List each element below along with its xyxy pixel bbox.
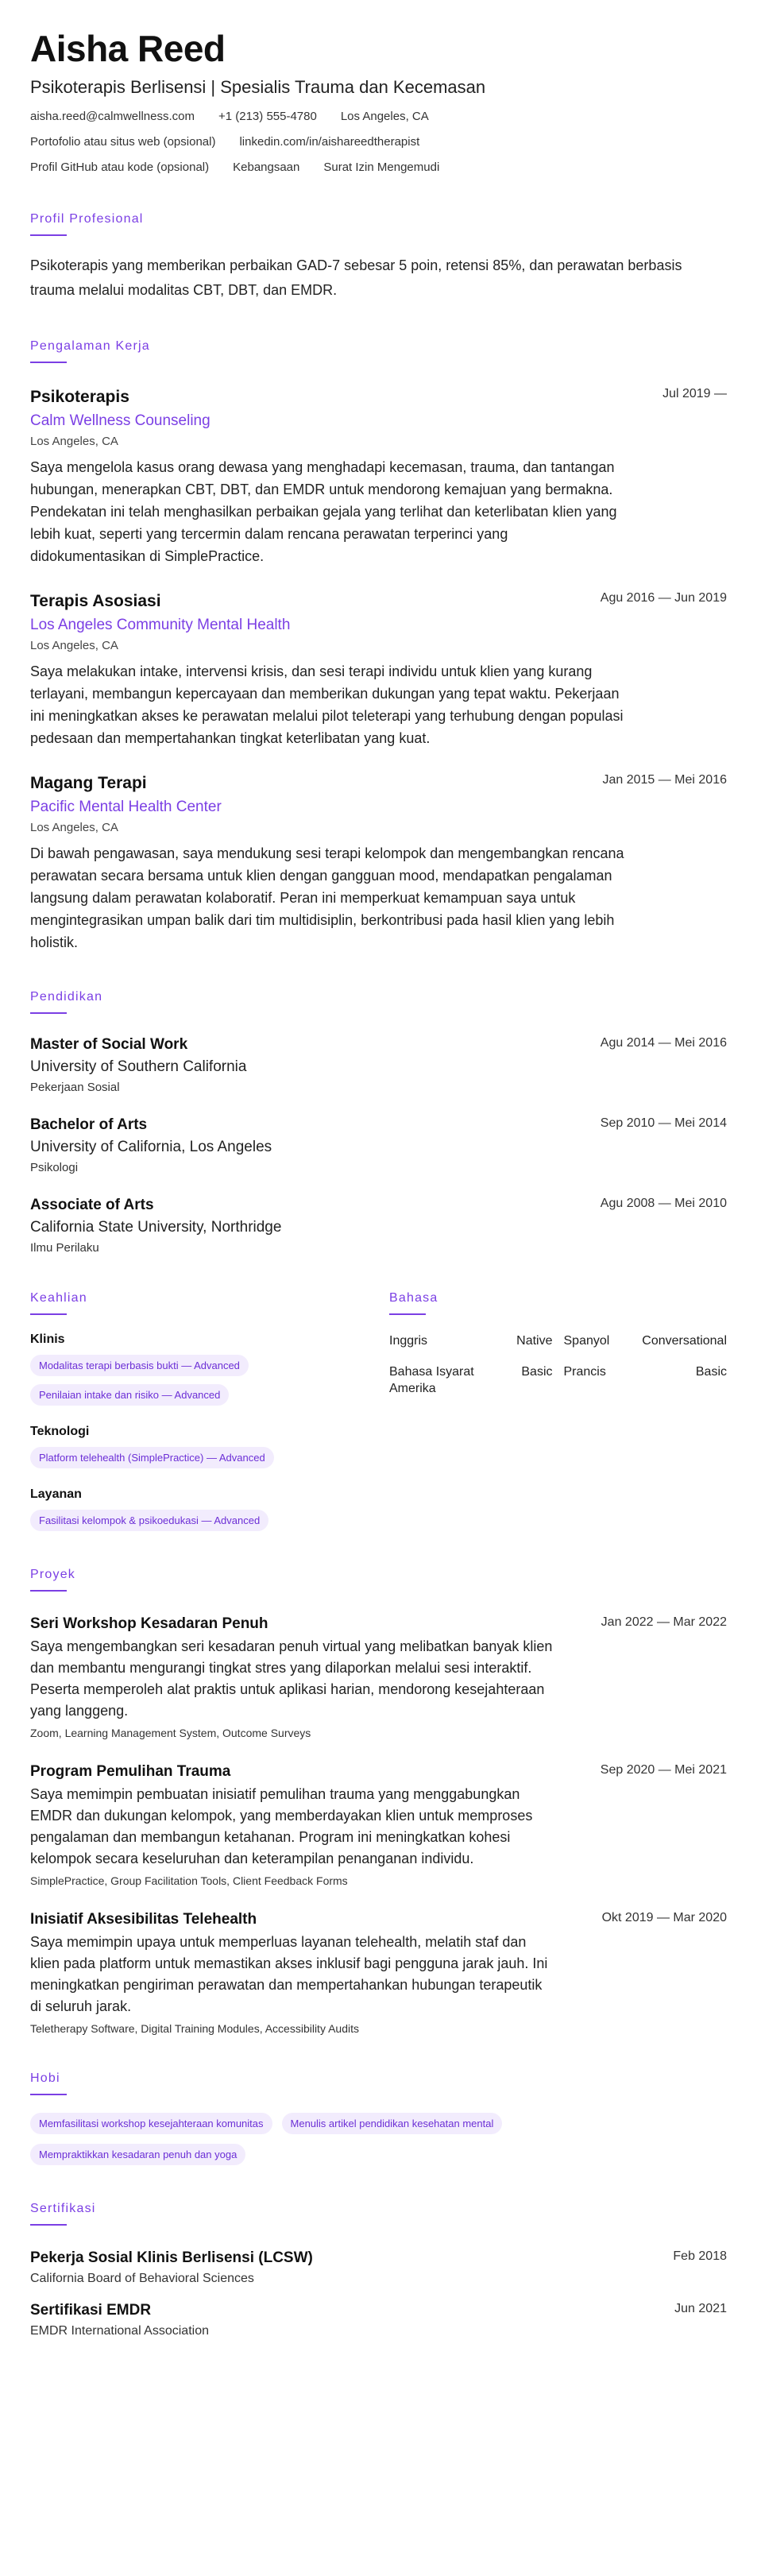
certification-entry: [30, 2249, 727, 2286]
email-link[interactable]: aisha.reed@calmwellness.com: [30, 109, 195, 123]
language-list: [389, 1332, 727, 1397]
language-level: Basic: [695, 1364, 727, 1379]
certification-issuer: California Board of Behavioral Sciences: [30, 2271, 254, 2285]
school: California State University, Northridge: [30, 1218, 282, 1236]
job-title: Magang Terapi: [30, 773, 147, 792]
headline: Psikoterapis Berlisensi | Spesialis Trauma dan Kecemasan: [30, 76, 486, 97]
project-title: Seri Workshop Kesadaran Penuh: [30, 1615, 268, 1632]
phone-text: +1 (213) 555-4780: [218, 109, 317, 123]
skill-tag: Fasilitasi kelompok & psikoedukasi — Advanced: [30, 1510, 268, 1531]
skill-tags: [30, 1510, 389, 1531]
summary-section: [30, 212, 727, 303]
education-date: Agu 2008 — Mei 2010: [600, 1196, 727, 1210]
project-title: Inisiatif Aksesibilitas Telehealth: [30, 1910, 257, 1928]
license-text: Surat Izin Mengemudi: [323, 160, 440, 174]
job-company: Calm Wellness Counseling: [30, 412, 210, 429]
certification-entry: [30, 2302, 727, 2338]
location-text: Los Angeles, CA: [340, 109, 429, 123]
project-entry: [30, 1763, 727, 1887]
education-date: Agu 2014 — Mei 2016: [600, 1035, 727, 1050]
section-divider: [389, 1313, 426, 1315]
job-date: Agu 2016 — Jun 2019: [600, 590, 727, 605]
hobby-tag: Memfasilitasi workshop kesejahteraan komunitas: [30, 2113, 272, 2134]
hobby-tag: Menulis artikel pendidikan kesehatan mental: [282, 2113, 503, 2134]
linkedin-link[interactable]: linkedin.com/in/aishareedtherapist: [239, 134, 420, 149]
language-name: Spanyol: [563, 1333, 610, 1348]
language-item: [389, 1363, 553, 1397]
language-level: Basic: [521, 1364, 553, 1379]
summary-text: Psikoterapis yang memberikan perbaikan GAD-7 sebesar 5 poin, retensi 85%, dan perawatan berbasis trauma melalui modalitas CBT, DBT, dan EMDR.: [30, 257, 682, 298]
project-title: Program Pemulihan Trauma: [30, 1762, 231, 1780]
certification-date: Feb 2018: [673, 2249, 727, 2263]
language-level: Conversational: [642, 1333, 727, 1348]
section-title: Keahlian: [30, 1290, 87, 1305]
skill-category: Klinis: [30, 1332, 65, 1346]
project-date: Okt 2019 — Mar 2020: [601, 1910, 727, 1924]
nationality-text: Kebangsaan: [233, 160, 300, 174]
certification-name: Pekerja Sosial Klinis Berlisensi (LCSW): [30, 2249, 313, 2266]
contact-row-primary: [30, 109, 727, 125]
school: University of Southern California: [30, 1058, 247, 1075]
project-date: Jan 2022 — Mar 2022: [601, 1615, 727, 1629]
skills-languages-row: [30, 1291, 727, 1531]
github-link[interactable]: Profil GitHub atau kode (opsional): [30, 160, 210, 174]
section-divider: [30, 1012, 67, 1014]
contact-row-extra: [30, 160, 727, 176]
project-tools: Teletherapy Software, Digital Training Modules, Accessibility Audits: [30, 2021, 359, 2035]
projects-section: [30, 1568, 727, 2035]
section-divider: [30, 2094, 67, 2095]
project-entry: [30, 1911, 727, 2035]
certification-issuer: EMDR International Association: [30, 2323, 209, 2338]
field-of-study: Ilmu Perilaku: [30, 1240, 99, 1255]
portfolio-link[interactable]: Portofolio atau situs web (opsional): [30, 134, 216, 149]
language-level: Native: [516, 1333, 553, 1348]
education-section: [30, 990, 727, 1255]
skill-tag: Penilaian intake dan risiko — Advanced: [30, 1384, 229, 1406]
degree: Bachelor of Arts: [30, 1116, 148, 1133]
hobbies-section: [30, 2071, 727, 2165]
project-description: Saya memimpin upaya untuk memperluas layanan telehealth, melatih staf dan klien pada platform untuk memastikan akses inklusif bagi pengguna jarak jauh. Ini meningkatkan pengiriman perawatan dan mempertahankan hubungan terapeutik di seluruh jarak.: [30, 1933, 548, 2014]
section-divider: [30, 362, 67, 363]
job-title: Terapis Asosiasi: [30, 591, 161, 610]
project-description: Saya mengembangkan seri kesadaran penuh virtual yang melibatkan banyak klien dan membantu mengurangi tingkat stres yang dilaporkan melalui sesi interaktif. Peserta memperoleh alat praktis untuk aplikasi harian, mendorong kesejahteraan yang langgeng.: [30, 1638, 553, 1719]
section-title: Pendidikan: [30, 989, 103, 1004]
skill-category: Layanan: [30, 1487, 82, 1501]
degree: Master of Social Work: [30, 1035, 188, 1053]
hobby-tag: Mempraktikkan kesadaran penuh dan yoga: [30, 2144, 245, 2165]
skill-tags: [30, 1355, 389, 1406]
section-title: Proyek: [30, 1567, 75, 1581]
job-date: Jul 2019 —: [662, 386, 727, 400]
job-location: Los Angeles, CA: [30, 638, 118, 652]
job-description: Saya mengelola kasus orang dewasa yang menghadapi kecemasan, trauma, dan tantangan hubungan, menerapkan CBT, DBT, dan EMDR untuk mendorong kemajuan yang bermakna. Pendekatan ini telah menghasilkan perbaikan gejala yang terlihat dan keterlibatan klien yang lebih kuat, seperti yang tercermin dalam rencana perawatan terperinci yang didokumentasikan di SimplePractice.: [30, 458, 617, 564]
certification-date: Jun 2021: [674, 2301, 727, 2315]
skill-tag: Platform telehealth (SimplePractice) — Advanced: [30, 1447, 274, 1468]
degree: Associate of Arts: [30, 1196, 154, 1213]
project-date: Sep 2020 — Mei 2021: [600, 1762, 727, 1777]
job-company: Los Angeles Community Mental Health: [30, 616, 291, 633]
language-name: Bahasa Isyarat Amerika: [389, 1364, 474, 1395]
language-item: [564, 1363, 728, 1397]
field-of-study: Psikologi: [30, 1160, 79, 1174]
hobby-tags: [30, 2113, 666, 2165]
section-title: Sertifikasi: [30, 2201, 96, 2215]
job-company: Pacific Mental Health Center: [30, 798, 222, 815]
section-title: Pengalaman Kerja: [30, 338, 150, 353]
candidate-name: Aisha Reed: [30, 28, 226, 69]
language-name: Inggris: [389, 1333, 428, 1348]
field-of-study: Pekerjaan Sosial: [30, 1080, 120, 1094]
contact-row-links: [30, 134, 727, 150]
education-entry: [30, 1036, 727, 1094]
section-divider: [30, 1590, 67, 1592]
skill-category: Teknologi: [30, 1424, 90, 1438]
job-description: Di bawah pengawasan, saya mendukung sesi terapi kelompok dan mengembangkan rencana perawatan secara bersama untuk klien dengan gangguan mood, mendapatkan pengalaman langsung dalam perawatan kolaboratif. Peran ini memperkuat kemampuan saya untuk mengintegrasikan umpan balik dari tim multidisiplin, berkontribusi pada hasil klien yang lebih holistik.: [30, 845, 624, 950]
job-date: Jan 2015 — Mei 2016: [602, 772, 727, 787]
skills-section: [30, 1291, 389, 1531]
certifications-section: [30, 2202, 727, 2338]
section-divider: [30, 234, 67, 236]
skill-tags: [30, 1447, 389, 1468]
education-entry: [30, 1116, 727, 1174]
section-title: Bahasa: [389, 1290, 438, 1305]
experience-section: [30, 339, 727, 953]
project-tools: Zoom, Learning Management System, Outcome Surveys: [30, 1726, 311, 1739]
job-entry: [30, 387, 727, 567]
job-location: Los Angeles, CA: [30, 434, 118, 448]
school: University of California, Los Angeles: [30, 1138, 272, 1155]
education-entry: [30, 1197, 727, 1255]
job-title: Psikoterapis: [30, 387, 129, 406]
job-entry: [30, 773, 727, 953]
language-name: Prancis: [563, 1364, 606, 1379]
languages-section: [389, 1291, 727, 1531]
job-entry: [30, 591, 727, 749]
section-title: Profil Profesional: [30, 211, 144, 226]
skill-tag: Modalitas terapi berbasis bukti — Advanced: [30, 1355, 249, 1376]
project-description: Saya memimpin pembuatan inisiatif pemulihan trauma yang menggabungkan EMDR dan dukungan kelompok, yang memberdayakan klien untuk memproses pengalaman dan membangun ketahanan. Program ini meningkatkan kohesi kelompok secara keseluruhan dan keterampilan penanganan individu.: [30, 1785, 533, 1866]
education-date: Sep 2010 — Mei 2014: [600, 1116, 727, 1130]
language-item: [389, 1332, 553, 1349]
section-title: Hobi: [30, 2071, 60, 2085]
resume-header: [30, 29, 727, 176]
project-tools: SimplePractice, Group Facilitation Tools, Client Feedback Forms: [30, 1874, 348, 1887]
certification-name: Sertifikasi EMDR: [30, 2301, 152, 2319]
section-divider: [30, 2224, 67, 2226]
section-divider: [30, 1313, 67, 1315]
project-entry: [30, 1615, 727, 1739]
language-item: [564, 1332, 728, 1349]
job-description: Saya melakukan intake, intervensi krisis, dan sesi terapi individu untuk klien yang kurang terlayani, membangun kepercayaan dan memberikan dukungan yang tepat waktu. Pekerjaan ini meningkatkan akses ke perawatan melalui pilot teleterapi yang terhubung dengan populasi pedesaan dan mempertahankan tingkat keterlibatan yang kuat.: [30, 663, 624, 746]
job-location: Los Angeles, CA: [30, 820, 118, 834]
